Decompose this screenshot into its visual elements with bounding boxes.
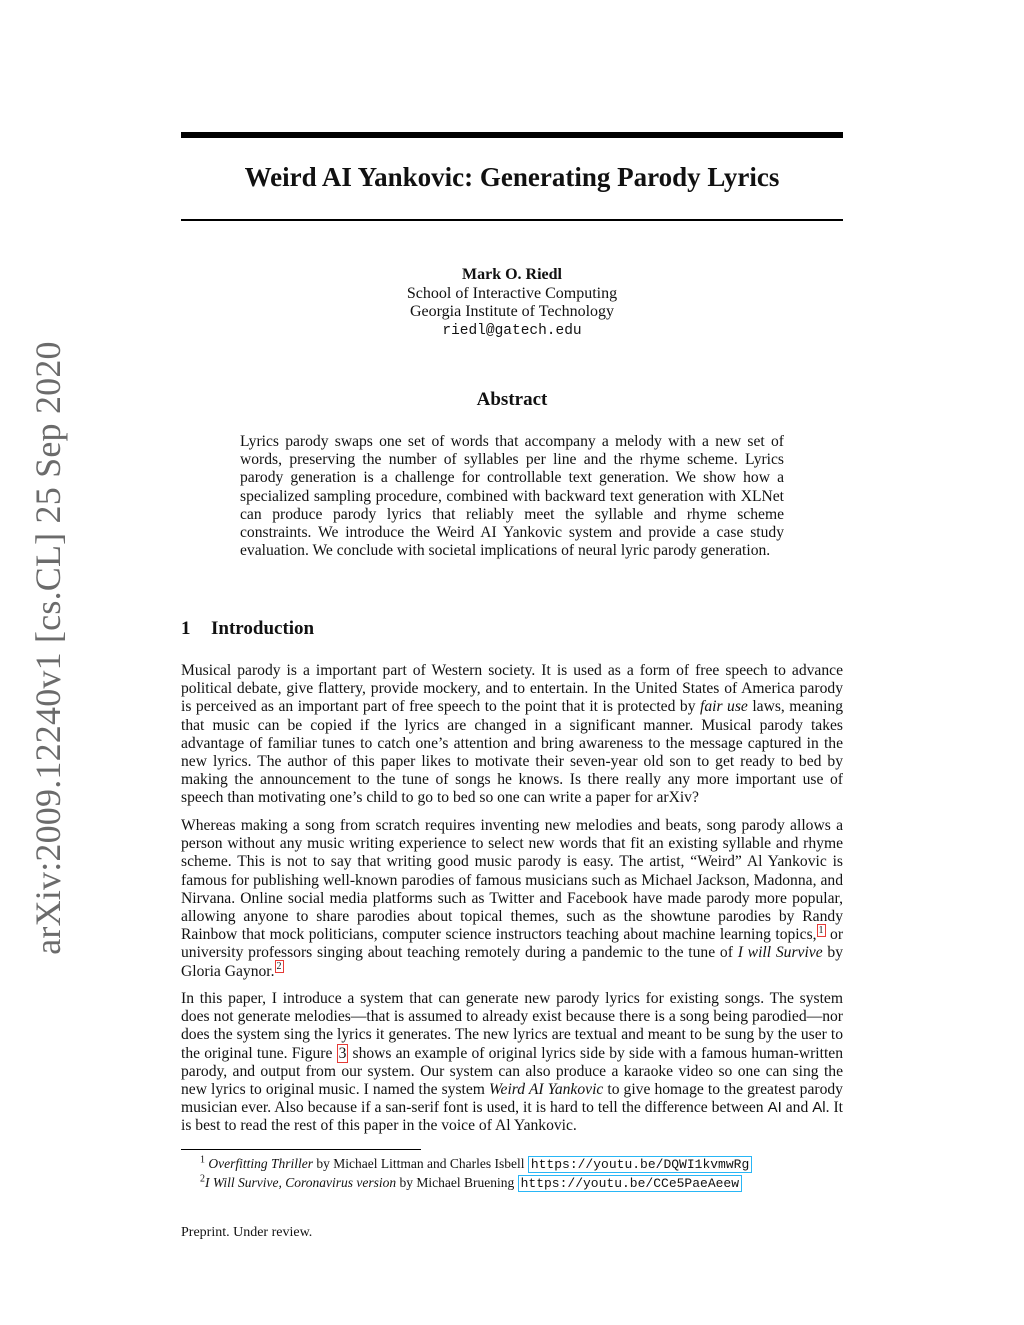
title-bottom-rule bbox=[181, 219, 843, 221]
footnote-rule bbox=[181, 1149, 421, 1150]
footnote-by: by Michael Bruening bbox=[396, 1175, 518, 1190]
sans-ai: AI bbox=[767, 1099, 782, 1117]
emphasis-system-name: Weird AI Yankovic bbox=[488, 1081, 604, 1099]
footnote-title: I Will Survive, Coronavirus version bbox=[205, 1175, 397, 1190]
intro-paragraph-3 bbox=[181, 990, 843, 1136]
abstract-text: Lyrics parody swaps one set of words that accompany a melody with a new set of words, preserving the number of syllables per line and the rhyme scheme. Lyrics parody generation is a challenge for controllable text generation. We show how a specialized sampling procedure, combined with backward text generation with XLNet can produce parody lyrics that reliably meet the syllable and rhyme scheme constraints. We introduce the Weird AI Yankovic system and provide a case study evaluation. We conclude with societal implications of neural lyric parody generation. bbox=[240, 433, 784, 560]
text-run: and bbox=[781, 1099, 813, 1117]
section-number: 1 bbox=[181, 618, 191, 639]
section-title: Introduction bbox=[211, 618, 315, 639]
text-run: or university professors singing about teaching remotely during a pandemic to the tune of bbox=[181, 926, 844, 962]
emphasis-song-title: I will Survive bbox=[737, 944, 823, 962]
footnote-title: Overfitting Thriller bbox=[208, 1156, 313, 1171]
text-run: by Gloria Gaynor. bbox=[181, 944, 843, 980]
text-run: shows an example of original lyrics side by side with a famous human-written parody, and output from our system. Our system can also produce a karaoke video so one can sing the new lyrics to original music. I named the system bbox=[181, 1044, 843, 1099]
footnote-1 bbox=[200, 1155, 840, 1174]
section-heading-introduction bbox=[181, 618, 314, 640]
figure-link-3[interactable]: 3 bbox=[338, 1044, 347, 1062]
sans-al: Al bbox=[812, 1099, 826, 1117]
emphasis-fair-use: fair use bbox=[700, 698, 748, 716]
text-run: Whereas making a song from scratch requires inventing new melodies and beats, song parody allows a person without any music writing experience to select new words that fit an existing syllable and rhyme scheme. This is not to say that writing good music parody is easy. The artist, “Weird” Al Yankovic is famous for publishing well-known parodies of famous musicians such as Michael Jackson, Madonna, and Nirvana. Online social media platforms such as Twitter and Facebook have made parody more popular, allowing anyone to share parodies about topical themes, such as the showtune parodies by Randy Rainbow that mock politicians, computer science instructors teaching about machine learning topics, bbox=[181, 817, 843, 944]
footnote-2 bbox=[200, 1174, 840, 1193]
footnote-url-link[interactable]: https://youtu.be/CCe5PaeAeew bbox=[518, 1175, 742, 1192]
arxiv-sidebar-stamp: arXiv:2009.12240v1 [cs.CL] 25 Sep 2020 bbox=[28, 341, 68, 955]
footnote-by: by Michael Littman and Charles Isbell bbox=[313, 1156, 528, 1171]
abstract-heading: Abstract bbox=[476, 389, 548, 410]
preprint-note: Preprint. Under review. bbox=[181, 1225, 313, 1240]
footnote-mark: 2 bbox=[200, 1173, 205, 1185]
author-affiliation-1: School of Interactive Computing bbox=[406, 284, 618, 302]
text-run: Musical parody is a important part of Western society. It is used as a form of free speech to advance political debate, give flattery, provide mockery, and to entertain. In the United States of America parody is perceived as an important part of free speech to the point that it is protected by bbox=[181, 662, 843, 716]
footnote-mark: 1 bbox=[200, 1154, 205, 1166]
text-run: to give homage to the greatest parody musician ever. Also because if a san-serif font is used, it is hard to tell the difference between bbox=[181, 1081, 843, 1117]
author-affiliation-2: Georgia Institute of Technology bbox=[409, 303, 615, 320]
text-run: laws, meaning that music can be copied if the lyrics are changed in a significant manner. Musical parody takes advantage of familiar tunes to catch one’s attention and bring awareness to the message captured in the new lyrics. The author of this paper likes to motivate their seven-year old son to get ready to bed by making the announcement to the tune of songs he knows. Is there really any more important use of speech than motivating one’s child to go to bed so one can write a paper for arXiv? bbox=[181, 698, 844, 807]
footnote-link-1[interactable]: 1 bbox=[818, 925, 824, 937]
author-block bbox=[181, 266, 843, 340]
title-top-rule bbox=[181, 132, 843, 138]
footnote-link-2[interactable]: 2 bbox=[276, 961, 282, 973]
text-run: In this paper, I introduce a system that can generate new parody lyrics for existing songs. The system does not generate melodies—that is assumed to already exist because there is a song being parodied—nor does the system sing the lyrics it generates. The new lyrics are textual and meant to be sung by the user to the original tune. Figure bbox=[181, 990, 843, 1062]
footnote-url-link[interactable]: https://youtu.be/DQWI1kvmwRg bbox=[528, 1156, 752, 1173]
text-run: . It is best to read the rest of this paper in the voice of Al Yankovic. bbox=[181, 1099, 844, 1135]
intro-paragraph-2 bbox=[181, 817, 843, 981]
paper-title: Weird AI Yankovic: Generating Parody Lyrics bbox=[244, 162, 780, 192]
author-name: Mark O. Riedl bbox=[462, 266, 562, 283]
intro-paragraph-1 bbox=[181, 662, 843, 808]
author-email[interactable]: riedl@gatech.edu bbox=[442, 322, 582, 339]
footnotes bbox=[200, 1155, 840, 1193]
